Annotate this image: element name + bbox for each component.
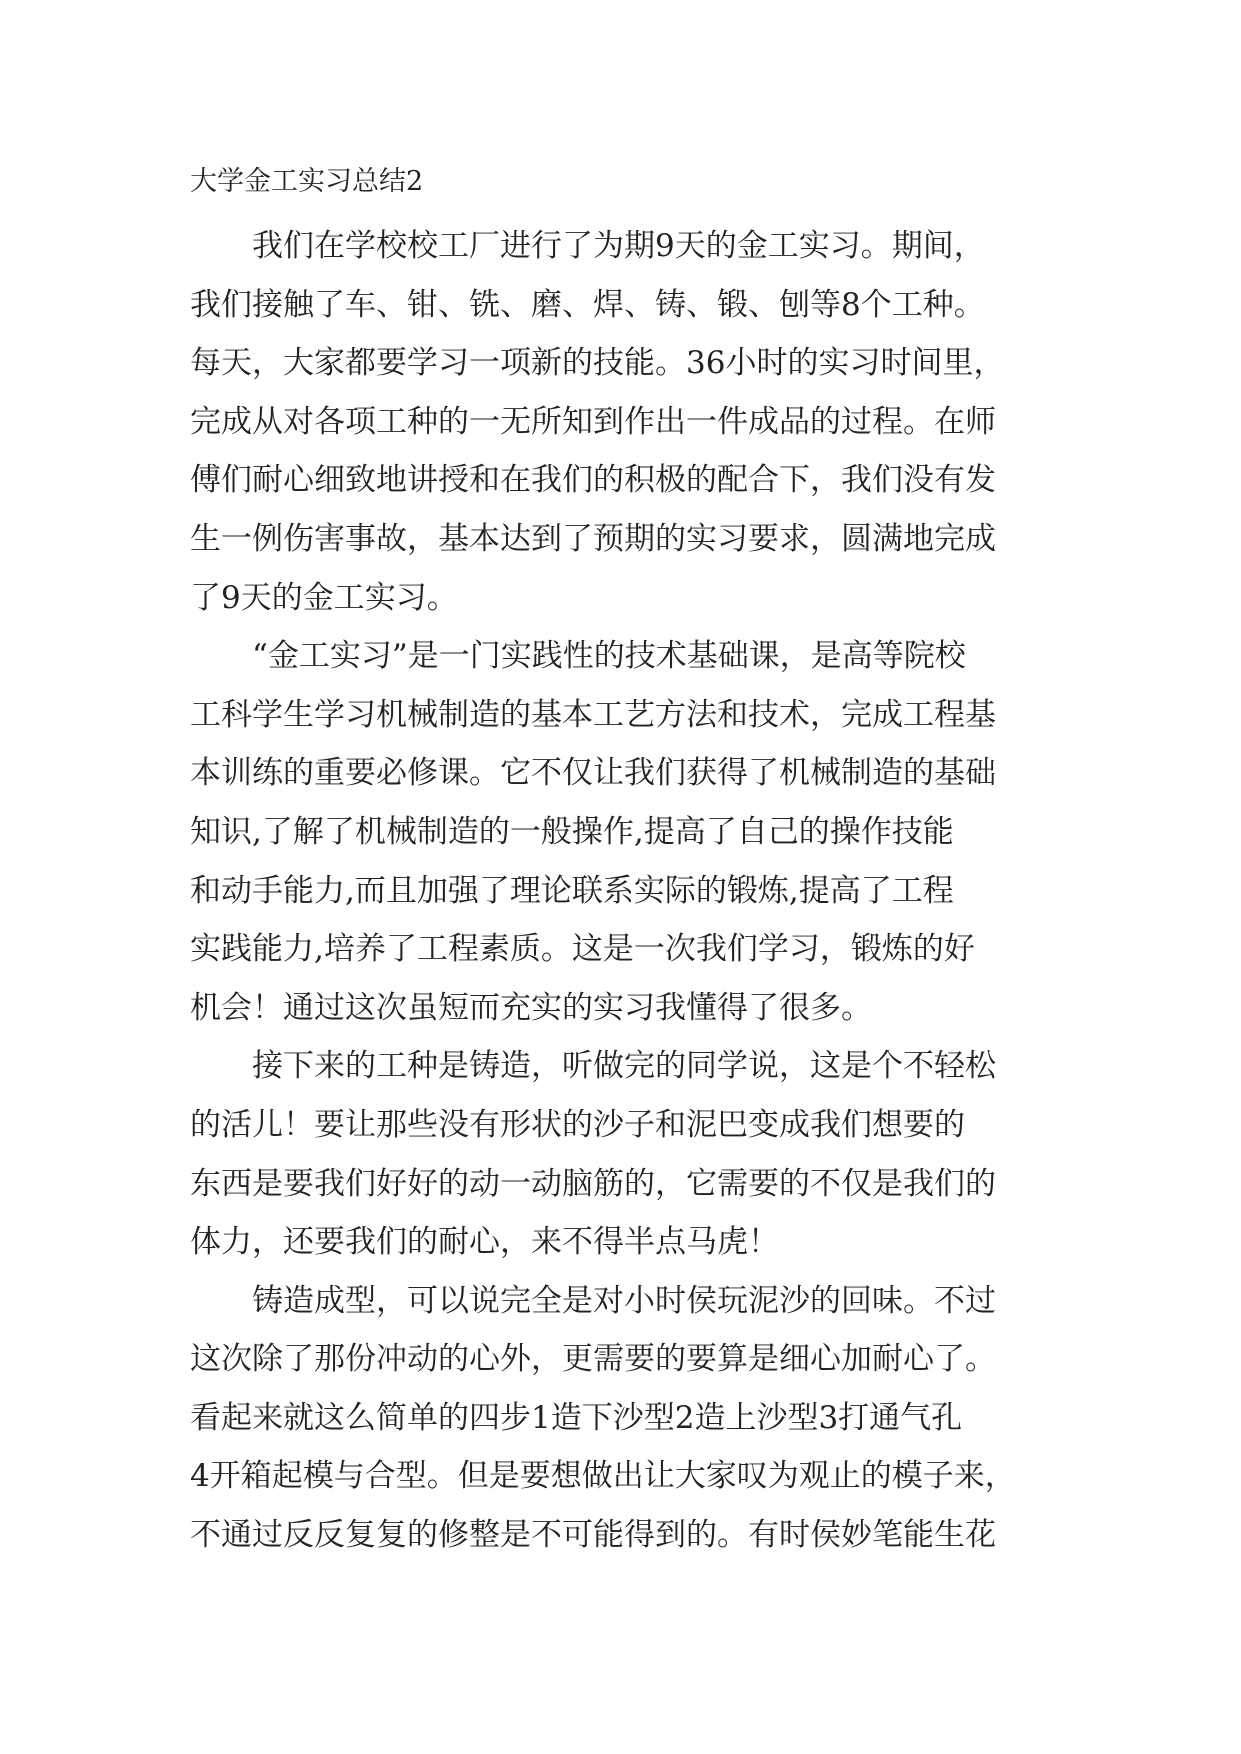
paragraph-line: 完成从对各项工种的一无所知到作出一件成品的过程。在师	[190, 403, 996, 440]
paragraph-line: 每天，大家都要学习一项新的技能。36小时的实习时间里，	[190, 345, 1005, 382]
paragraph-line: 不通过反反复复的修整是不可能得到的。有时侯妙笔能生花	[190, 1517, 996, 1554]
paragraph-line: 接下来的工种是铸造，听做完的同学说，这是个不轻松	[252, 1048, 996, 1085]
paragraph	[190, 1272, 1070, 1565]
paragraph-line: 我们在学校校工厂进行了为期9天的金工实习。期间，	[252, 228, 985, 264]
paragraph-line: 傅们耐心细致地讲授和在我们的积极的配合下，我们没有发	[190, 462, 996, 499]
paragraph-line: 看起来就这么简单的四步1造下沙型2造上沙型3打通气孔	[190, 1399, 963, 1436]
paragraph-line: 和动手能力,而且加强了理论联系实际的锻炼,提高了工程	[190, 872, 954, 909]
paragraph-line: “金工实习”是一门实践性的技术基础课，是高等院校	[252, 638, 966, 675]
document-title: 大学金工实习总结2	[190, 166, 424, 197]
paragraph-line: 了9天的金工实习。	[190, 579, 458, 616]
paragraph	[190, 1037, 1070, 1271]
paragraph-line: 我们接触了车、钳、铣、磨、焊、铸、锻、刨等8个工种。	[190, 286, 985, 323]
paragraph-line: 本训练的重要必修课。它不仅让我们获得了机械制造的基础	[190, 755, 996, 792]
paragraph-line: 知识,了解了机械制造的一般操作,提高了自己的操作技能	[190, 813, 954, 850]
paragraph-line: 这次除了那份冲动的心外，更需要的要算是细心加耐心了。	[190, 1341, 996, 1378]
document-body	[190, 165, 1070, 1565]
paragraph	[190, 217, 1070, 627]
paragraph-line: 铸造成型，可以说完全是对小时侯玩泥沙的回味。不过	[252, 1282, 996, 1319]
paragraph-line: 的活儿！要让那些没有形状的沙子和泥巴变成我们想要的	[190, 1106, 965, 1143]
paragraph-line: 实践能力,培养了工程素质。这是一次我们学习，锻炼的好	[190, 931, 975, 968]
paragraph-line: 机会！通过这次虽短而充实的实习我懂得了很多。	[190, 989, 872, 1026]
paragraph-line: 4开箱起模与合型。但是要想做出让大家叹为观止的模子来，	[190, 1458, 1016, 1495]
paragraph-line: 生一例伤害事故，基本达到了预期的实习要求，圆满地完成	[190, 520, 996, 557]
paragraph	[190, 627, 1070, 1037]
paragraph-line: 体力，还要我们的耐心，来不得半点马虎！	[190, 1224, 779, 1261]
paragraph-line: 东西是要我们好好的动一动脑筋的，它需要的不仅是我们的	[190, 1165, 996, 1202]
paragraph-line: 工科学生学习机械制造的基本工艺方法和技术，完成工程基	[190, 696, 996, 733]
paragraph-list	[190, 217, 1070, 1565]
